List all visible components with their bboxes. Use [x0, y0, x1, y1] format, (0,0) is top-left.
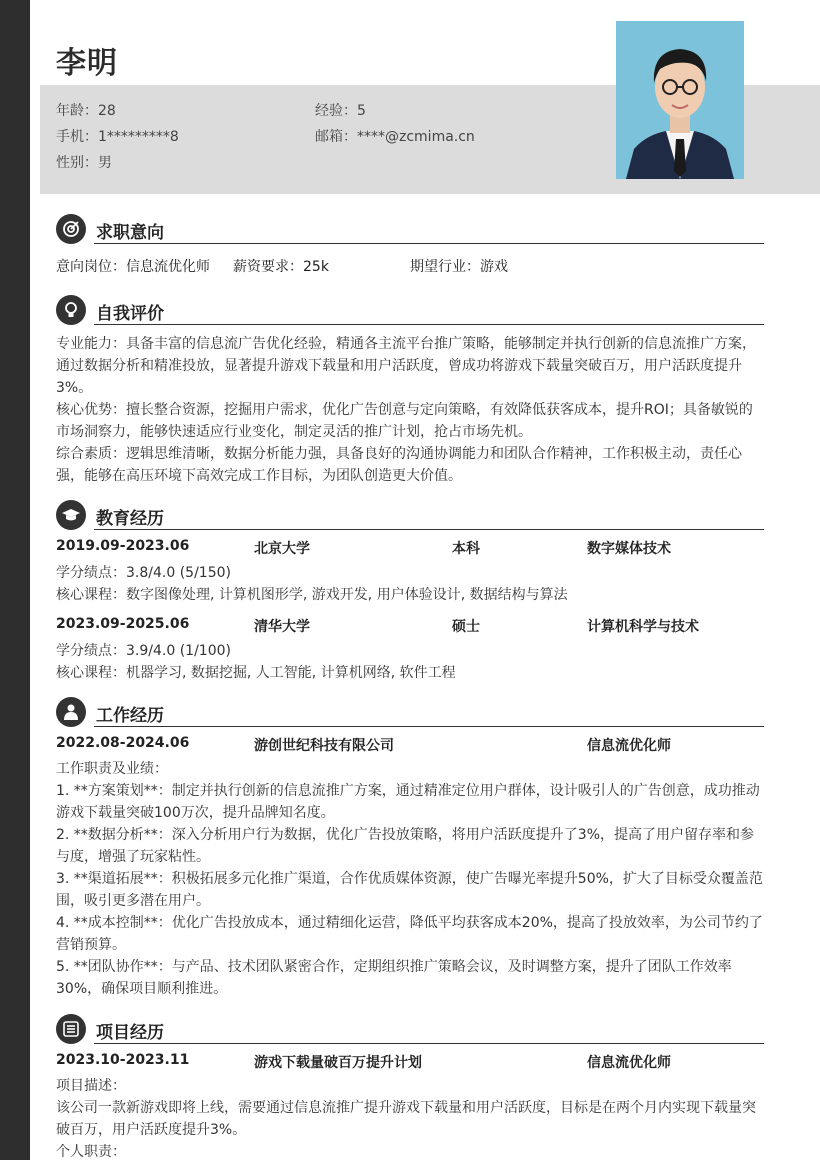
education-major: 数字媒体技术 — [587, 541, 671, 557]
project-role: 信息流优化师 — [587, 1055, 671, 1071]
work-duty-item: 3. **渠道拓展**：积极拓展多元化推广渠道，合作优质媒体资源，使广告曝光率提升50%，扩大了目标受众覆盖范围，吸引更多潜在用户。 — [56, 871, 763, 909]
education-school: 北京大学 — [254, 541, 310, 557]
section-work — [56, 697, 764, 727]
section-title: 工作经历 — [96, 706, 164, 726]
phone-field: 手机：1*********8 — [56, 129, 179, 145]
intent-industry: 期望行业：游戏 — [410, 259, 508, 275]
left-sidebar-bar — [0, 0, 30, 1160]
intent-salary: 薪资要求：25k — [233, 259, 329, 275]
education-degree: 本科 — [452, 541, 480, 557]
education-gpa: 学分绩点：3.9/4.0 (1/100) — [56, 643, 231, 659]
section-title: 项目经历 — [96, 1023, 164, 1043]
section-education — [56, 500, 764, 530]
section-self-evaluation — [56, 295, 764, 325]
section-project — [56, 1014, 764, 1044]
project-desc-label: 项目描述： — [56, 1078, 126, 1094]
section-divider — [94, 243, 764, 244]
section-divider — [94, 529, 764, 530]
education-major: 计算机科学与技术 — [587, 619, 699, 635]
education-courses: 核心课程：数字图像处理, 计算机图形学, 游戏开发, 用户体验设计, 数据结构与算法 — [56, 587, 568, 603]
education-period: 2019.09-2023.06 — [56, 538, 190, 554]
section-divider — [94, 1043, 764, 1044]
education-degree: 硕士 — [452, 619, 480, 635]
section-title: 求职意向 — [96, 223, 164, 243]
target-icon — [56, 214, 86, 244]
candidate-name: 李明 — [56, 46, 118, 81]
project-period: 2023.10-2023.11 — [56, 1052, 190, 1068]
email-field: 邮箱：****@zcmima.cn — [315, 129, 475, 145]
project-item-header — [56, 1052, 764, 1074]
education-gpa: 学分绩点：3.8/4.0 (5/150) — [56, 565, 231, 581]
light-bulb-icon — [56, 295, 86, 325]
project-duty-label: 个人职责： — [56, 1144, 126, 1160]
work-company: 游创世纪科技有限公司 — [254, 738, 394, 754]
list-icon — [56, 1014, 86, 1044]
education-item-header — [56, 538, 764, 560]
work-duty-item: 4. **成本控制**：优化广告投放成本，通过精细化运营，降低平均获客成本20%，提高了投放效率，为公司节约了营销预算。 — [56, 915, 763, 953]
work-period: 2022.08-2024.06 — [56, 735, 190, 751]
work-role: 信息流优化师 — [587, 738, 671, 754]
work-duty-item: 1. **方案策划**：制定并执行创新的信息流推广方案，通过精准定位用户群体，设计吸引人的广告创意，成功推动游戏下载量突破100万次，提升品牌知名度。 — [56, 783, 760, 821]
profile-photo — [616, 21, 744, 179]
experience-field: 经验：5 — [315, 103, 366, 119]
work-duty-item: 5. **团队协作**：与产品、技术团队紧密合作，定期组织推广策略会议，及时调整方案，提升了团队工作效率30%，确保项目顺利推进。 — [56, 959, 732, 997]
education-item-header — [56, 616, 764, 638]
section-title: 自我评价 — [96, 304, 164, 324]
work-item-header — [56, 735, 764, 757]
graduation-cap-icon — [56, 500, 86, 530]
person-icon — [56, 697, 86, 727]
education-school: 清华大学 — [254, 619, 310, 635]
self-eval-professional: 专业能力：具备丰富的信息流广告优化经验，精通各主流平台推广策略，能够制定并执行创新的信息流推广方案，通过数据分析和精准投放，显著提升游戏下载量和用户活跃度，曾成功将游戏下载量突破百万，用户活跃度提升3%。 — [56, 336, 756, 396]
gender-field: 性别：男 — [56, 155, 112, 171]
section-divider — [94, 324, 764, 325]
self-eval-advantage: 核心优势：擅长整合资源，挖掘用户需求，优化广告创意与定向策略，有效降低获客成本，提升ROI；具备敏锐的市场洞察力，能够快速适应行业变化，制定灵活的推广计划，抢占市场先机。 — [56, 402, 753, 440]
work-duty-item: 2. **数据分析**：深入分析用户行为数据，优化广告投放策略，将用户活跃度提升了3%，提高了用户留存率和参与度，增强了玩家粘性。 — [56, 827, 755, 865]
project-name: 游戏下载量破百万提升计划 — [254, 1055, 422, 1071]
intent-row — [56, 256, 764, 278]
section-title: 教育经历 — [96, 509, 164, 529]
intent-position: 意向岗位：信息流优化师 — [56, 259, 210, 275]
section-intent — [56, 214, 764, 244]
project-description: 该公司一款新游戏即将上线，需要通过信息流推广提升游戏下载量和用户活跃度，目标是在两个月内实现下载量突破百万，用户活跃度提升3%。 — [56, 1100, 756, 1138]
section-divider — [94, 726, 764, 727]
education-courses: 核心课程：机器学习, 数据挖掘, 人工智能, 计算机网络, 软件工程 — [56, 665, 456, 681]
education-period: 2023.09-2025.06 — [56, 616, 190, 632]
work-duties-label: 工作职责及业绩： — [56, 761, 168, 777]
age-field: 年龄：28 — [56, 103, 116, 119]
self-eval-quality: 综合素质：逻辑思维清晰，数据分析能力强，具备良好的沟通协调能力和团队合作精神，工作积极主动，责任心强，能够在高压环境下高效完成工作目标，为团队创造更大价值。 — [56, 446, 742, 484]
